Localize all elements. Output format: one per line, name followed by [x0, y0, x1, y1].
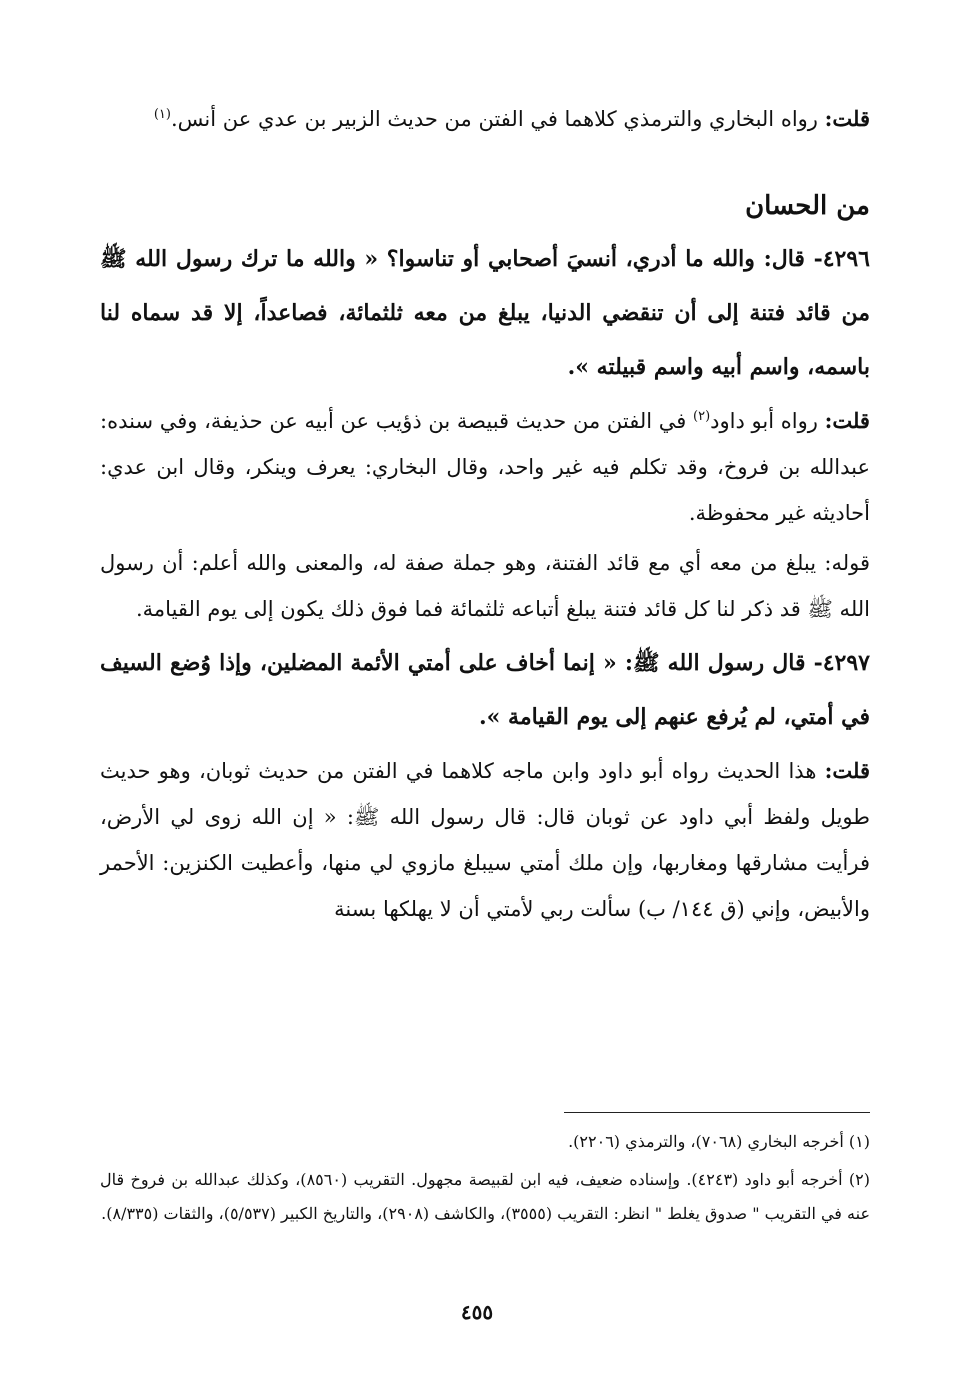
comment-text-before-note: رواه أبو داود: [710, 409, 818, 433]
footnotes: [100, 1112, 870, 1235]
comment-text: هذا الحديث رواه أبو داود وابن ماجه كلاهما في الفتن من حديث ثوبان، وهو حديث طويل ولفظ أبي داود عن ثوبان قال: قال رسول الله ﷺ: « إن الله زوى لي الأرض، فرأيت مشارقها ومغاربها، وإن ملك أمتي سيبلغ مازوي لي منها، وأعطيت الكنزين: الأحمر والأبيض، وإني (ق ١٤٤/ ب) سألت ربي لأمتي أن لا يهلكها بسنة: [100, 759, 870, 921]
footnote-marker-1[interactable]: (١): [153, 107, 171, 122]
page-body: [100, 96, 870, 936]
footnote-divider: [564, 1112, 870, 1113]
hadith-4297: ٤٢٩٧- قال رسول الله ﷺ: « إنما أخاف على أمتي الأئمة المضلين، وإذا وُضع السيف في أمتي، لم يُرفع عنهم إلى يوم القيامة ».: [100, 650, 870, 730]
footnote-2: (٢) أخرجه أبو داود (٤٢٤٣). وإسناده ضعيف، فيه ابن لقبيصة مجهول. التقريب (٨٥٦٠)، وكذلك عبدالله بن فروخ قال عنه في التقريب " صدوق يغلط " انظر: التقريب (٣٥٥٥)، والكاشف (٢٩٠٨)، والتاريخ الكبير (٥/٥٣٧)، والثقات (٨/٣٣٥).: [100, 1170, 871, 1223]
footnote-marker-2[interactable]: (٢): [693, 409, 711, 424]
page-number: ٤٥٥: [460, 1300, 494, 1324]
paragraph-opening: [100, 96, 870, 142]
explanation-4296: قوله: يبلغ من معه أي مع قائد الفتنة، وهو جملة صفة له، والمعنى والله أعلم: أن رسول الله ﷺ قد ذكر لنا كل قائد فتنة يبلغ أتباعه ثلثمائة فما فوق ذلك يكون إلى يوم القيامة.: [100, 551, 870, 621]
paragraph-text: رواه البخاري والترمذي كلاهما في الفتن من حديث الزبير بن عدي عن أنس.: [170, 107, 818, 131]
comment-text-after-note: في الفتن من حديث قبيصة بن ذؤيب عن أبيه عن حذيفة، وفي سنده: عبدالله بن فروخ، وقد تكلم فيه غير واحد، وقال البخاري: يعرف وينكر، وقال ابن عدي: أحاديثه غير محفوظة.: [100, 409, 870, 525]
footnote-1: (١) أخرجه البخاري (٧٠٦٨)، والترمذي (٢٢٠٦).: [568, 1132, 870, 1151]
comment-lead: قلت:: [824, 408, 870, 433]
section-heading: من الحسان: [745, 191, 870, 221]
comment-4297: [100, 748, 870, 932]
comment-4296: [100, 398, 870, 536]
paragraph-lead: قلت:: [824, 106, 870, 131]
comment-lead: قلت:: [824, 758, 870, 783]
hadith-4296: ٤٢٩٦- قال: والله ما أدري، أنسيَ أصحابي أو تناسوا؟ « والله ما ترك رسول الله ﷺ من قائد فتنة إلى أن تنقضي الدنيا، يبلغ من معه ثلثمائة، فصاعداً، إلا قد سماه لنا باسمه، واسم أبيه واسم قبيلته ».: [100, 246, 870, 380]
